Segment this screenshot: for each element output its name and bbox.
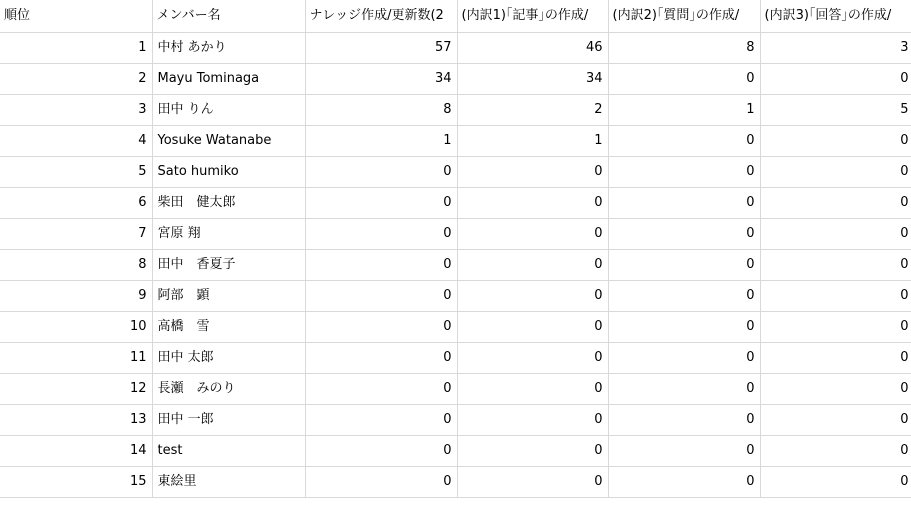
cell-rank[interactable]: 9 bbox=[0, 281, 152, 312]
cell-answer-count[interactable]: 0 bbox=[760, 374, 911, 405]
cell-member-name[interactable]: 田中 太郎 bbox=[152, 343, 305, 374]
cell-article-count[interactable]: 0 bbox=[457, 405, 608, 436]
cell-answer-count[interactable]: 0 bbox=[760, 405, 911, 436]
cell-member-name[interactable]: 田中 一郎 bbox=[152, 405, 305, 436]
cell-knowledge-count[interactable]: 0 bbox=[305, 219, 457, 250]
cell-question-count[interactable]: 0 bbox=[608, 64, 760, 95]
cell-article-count[interactable]: 2 bbox=[457, 95, 608, 126]
cell-article-count[interactable]: 0 bbox=[457, 188, 608, 219]
cell-question-count[interactable]: 0 bbox=[608, 157, 760, 188]
cell-member-name[interactable]: 長瀬 みのり bbox=[152, 374, 305, 405]
cell-article-count[interactable]: 0 bbox=[457, 219, 608, 250]
cell-question-count[interactable]: 0 bbox=[608, 436, 760, 467]
cell-member-name[interactable]: 中村 あかり bbox=[152, 33, 305, 64]
header-rank[interactable]: 順位 bbox=[0, 0, 152, 33]
table-row bbox=[0, 157, 911, 188]
cell-member-name[interactable]: 柴田 健太郎 bbox=[152, 188, 305, 219]
cell-knowledge-count[interactable]: 34 bbox=[305, 64, 457, 95]
cell-answer-count[interactable]: 0 bbox=[760, 281, 911, 312]
cell-rank[interactable]: 12 bbox=[0, 374, 152, 405]
cell-question-count[interactable]: 0 bbox=[608, 374, 760, 405]
cell-knowledge-count[interactable]: 0 bbox=[305, 312, 457, 343]
cell-article-count[interactable]: 0 bbox=[457, 157, 608, 188]
table-row bbox=[0, 33, 911, 64]
cell-knowledge-count[interactable]: 0 bbox=[305, 436, 457, 467]
cell-answer-count[interactable]: 0 bbox=[760, 64, 911, 95]
cell-article-count[interactable]: 0 bbox=[457, 250, 608, 281]
table-row bbox=[0, 436, 911, 467]
cell-answer-count[interactable]: 0 bbox=[760, 188, 911, 219]
cell-article-count[interactable]: 0 bbox=[457, 467, 608, 498]
cell-member-name[interactable]: 田中 香夏子 bbox=[152, 250, 305, 281]
cell-knowledge-count[interactable]: 0 bbox=[305, 374, 457, 405]
cell-rank[interactable]: 11 bbox=[0, 343, 152, 374]
cell-rank[interactable]: 14 bbox=[0, 436, 152, 467]
cell-rank[interactable]: 2 bbox=[0, 64, 152, 95]
cell-knowledge-count[interactable]: 1 bbox=[305, 126, 457, 157]
cell-answer-count[interactable]: 0 bbox=[760, 219, 911, 250]
cell-article-count[interactable]: 0 bbox=[457, 436, 608, 467]
header-answer-count[interactable]: (内訳3)｢回答｣の作成/ bbox=[760, 0, 911, 33]
cell-knowledge-count[interactable]: 0 bbox=[305, 405, 457, 436]
table-row bbox=[0, 188, 911, 219]
header-row bbox=[0, 0, 911, 33]
cell-answer-count[interactable]: 5 bbox=[760, 95, 911, 126]
table-row bbox=[0, 467, 911, 498]
header-question-count[interactable]: (内訳2)｢質問｣の作成/ bbox=[608, 0, 760, 33]
table-row bbox=[0, 219, 911, 250]
table-row bbox=[0, 64, 911, 95]
cell-knowledge-count[interactable]: 0 bbox=[305, 343, 457, 374]
cell-rank[interactable]: 3 bbox=[0, 95, 152, 126]
cell-article-count[interactable]: 0 bbox=[457, 312, 608, 343]
header-knowledge-count[interactable]: ナレッジ作成/更新数(2 bbox=[305, 0, 457, 33]
cell-answer-count[interactable]: 0 bbox=[760, 436, 911, 467]
cell-knowledge-count[interactable]: 0 bbox=[305, 250, 457, 281]
cell-question-count[interactable]: 0 bbox=[608, 188, 760, 219]
table-row bbox=[0, 281, 911, 312]
cell-rank[interactable]: 7 bbox=[0, 219, 152, 250]
cell-knowledge-count[interactable]: 8 bbox=[305, 95, 457, 126]
cell-member-name[interactable]: Mayu Tominaga bbox=[152, 64, 305, 95]
cell-article-count[interactable]: 34 bbox=[457, 64, 608, 95]
cell-answer-count[interactable]: 0 bbox=[760, 343, 911, 374]
cell-member-name[interactable]: 東絵里 bbox=[152, 467, 305, 498]
cell-member-name[interactable]: test bbox=[152, 436, 305, 467]
table-row bbox=[0, 343, 911, 374]
cell-answer-count[interactable]: 0 bbox=[760, 467, 911, 498]
cell-question-count[interactable]: 0 bbox=[608, 126, 760, 157]
cell-article-count[interactable]: 46 bbox=[457, 33, 608, 64]
cell-rank[interactable]: 6 bbox=[0, 188, 152, 219]
cell-rank[interactable]: 1 bbox=[0, 33, 152, 64]
table-row bbox=[0, 374, 911, 405]
cell-member-name[interactable]: 宮原 翔 bbox=[152, 219, 305, 250]
cell-knowledge-count[interactable]: 0 bbox=[305, 157, 457, 188]
cell-knowledge-count[interactable]: 57 bbox=[305, 33, 457, 64]
cell-answer-count[interactable]: 3 bbox=[760, 33, 911, 64]
cell-knowledge-count[interactable]: 0 bbox=[305, 188, 457, 219]
cell-knowledge-count[interactable]: 0 bbox=[305, 281, 457, 312]
cell-article-count[interactable]: 0 bbox=[457, 281, 608, 312]
table-row bbox=[0, 126, 911, 157]
cell-question-count[interactable]: 0 bbox=[608, 312, 760, 343]
cell-article-count[interactable]: 0 bbox=[457, 374, 608, 405]
header-article-count[interactable]: (内訳1)｢記事｣の作成/ bbox=[457, 0, 608, 33]
table-row bbox=[0, 405, 911, 436]
cell-article-count[interactable]: 1 bbox=[457, 126, 608, 157]
cell-member-name[interactable]: 高橋 雪 bbox=[152, 312, 305, 343]
cell-question-count[interactable]: 0 bbox=[608, 250, 760, 281]
cell-question-count[interactable]: 0 bbox=[608, 281, 760, 312]
cell-rank[interactable]: 5 bbox=[0, 157, 152, 188]
table-row bbox=[0, 250, 911, 281]
cell-question-count[interactable]: 1 bbox=[608, 95, 760, 126]
cell-question-count[interactable]: 0 bbox=[608, 343, 760, 374]
cell-question-count[interactable]: 0 bbox=[608, 405, 760, 436]
cell-answer-count[interactable]: 0 bbox=[760, 312, 911, 343]
cell-answer-count[interactable]: 0 bbox=[760, 126, 911, 157]
cell-rank[interactable]: 10 bbox=[0, 312, 152, 343]
header-member-name[interactable]: メンバー名 bbox=[152, 0, 305, 33]
cell-knowledge-count[interactable]: 0 bbox=[305, 467, 457, 498]
cell-member-name[interactable]: 田中 りん bbox=[152, 95, 305, 126]
cell-question-count[interactable]: 0 bbox=[608, 219, 760, 250]
cell-member-name[interactable]: 阿部 顕 bbox=[152, 281, 305, 312]
cell-article-count[interactable]: 0 bbox=[457, 343, 608, 374]
cell-rank[interactable]: 15 bbox=[0, 467, 152, 498]
cell-question-count[interactable]: 0 bbox=[608, 467, 760, 498]
table-row bbox=[0, 312, 911, 343]
cell-rank[interactable]: 4 bbox=[0, 126, 152, 157]
table-row bbox=[0, 95, 911, 126]
cell-member-name[interactable]: Sato humiko bbox=[152, 157, 305, 188]
cell-rank[interactable]: 13 bbox=[0, 405, 152, 436]
cell-member-name[interactable]: Yosuke Watanabe bbox=[152, 126, 305, 157]
cell-answer-count[interactable]: 0 bbox=[760, 250, 911, 281]
cell-question-count[interactable]: 8 bbox=[608, 33, 760, 64]
cell-answer-count[interactable]: 0 bbox=[760, 157, 911, 188]
cell-rank[interactable]: 8 bbox=[0, 250, 152, 281]
